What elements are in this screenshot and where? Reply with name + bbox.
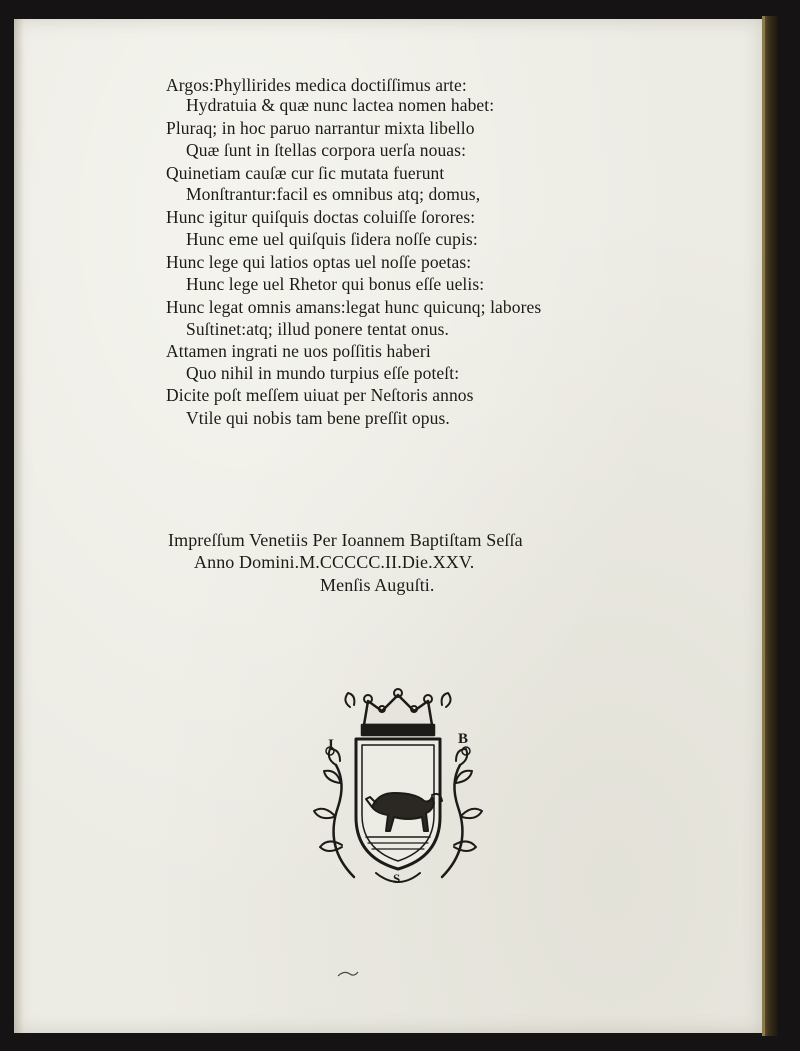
printer-device-woodcut [306, 687, 491, 892]
crown-icon [345, 689, 450, 735]
device-left-initial: I [328, 737, 334, 753]
colophon-line-1: Impreſſum Venetiis Per Ioannem Baptiſtam Seſſa [168, 530, 523, 550]
verse-line-11: Hunc legat omnis amans:legat hunc quicunq; labores [166, 297, 542, 317]
verse-line-2: Hydratuia & quæ nunc lactea nomen habet: [186, 95, 495, 115]
verse-line-1: Argos:Phyllirides medica doctiſſimus arte: [166, 75, 467, 95]
verse-line-3: Pluraq; in hoc paruo narrantur mixta libello [166, 118, 475, 138]
verse-line-9: Hunc lege qui latios optas uel noſſe poetas: [166, 252, 472, 272]
verse-line-6: Monſtrantur:facil es omnibus atq; domus, [186, 184, 481, 204]
device-right-initial: B [458, 731, 469, 747]
verse-line-5: Quinetiam cauſæ cur ſic mutata fuerunt [166, 163, 445, 183]
page-gutter-shadow [14, 19, 24, 1033]
verse-line-4: Quæ ſunt in ſtellas corpora uerſa nouas: [186, 140, 467, 160]
book-page [14, 19, 762, 1033]
device-bottom-initial: S [393, 871, 401, 886]
colophon-line-3: Menſis Auguſti. [320, 575, 435, 595]
verse-line-8: Hunc eme uel quiſquis ſidera noſſe cupis: [186, 229, 478, 249]
verse-line-14: Quo nihil in mundo turpius eſſe poteſt: [186, 363, 460, 383]
verse-line-16: Vtile qui nobis tam bene preſſit opus. [186, 408, 450, 428]
verse-line-12: Suſtinet:atq; illud ponere tentat onus. [186, 319, 449, 339]
binding-board-highlight [762, 16, 765, 1036]
verse-line-13: Attamen ingrati ne uos poſſitis haberi [166, 341, 431, 361]
left-vine-icon [314, 747, 354, 877]
right-vine-icon [442, 747, 482, 877]
ink-smudge-mark [336, 968, 360, 980]
verse-line-15: Dicite poſt meſſem uiuat per Neſtoris annos [166, 385, 474, 405]
verse-line-10: Hunc lege uel Rhetor qui bonus eſſe uelis: [186, 274, 485, 294]
colophon-line-2: Anno Domini.M.CCCCC.II.Die.XXV. [194, 552, 475, 572]
verse-line-7: Hunc igitur quiſquis doctas coluiſſe ſorores: [166, 207, 476, 227]
